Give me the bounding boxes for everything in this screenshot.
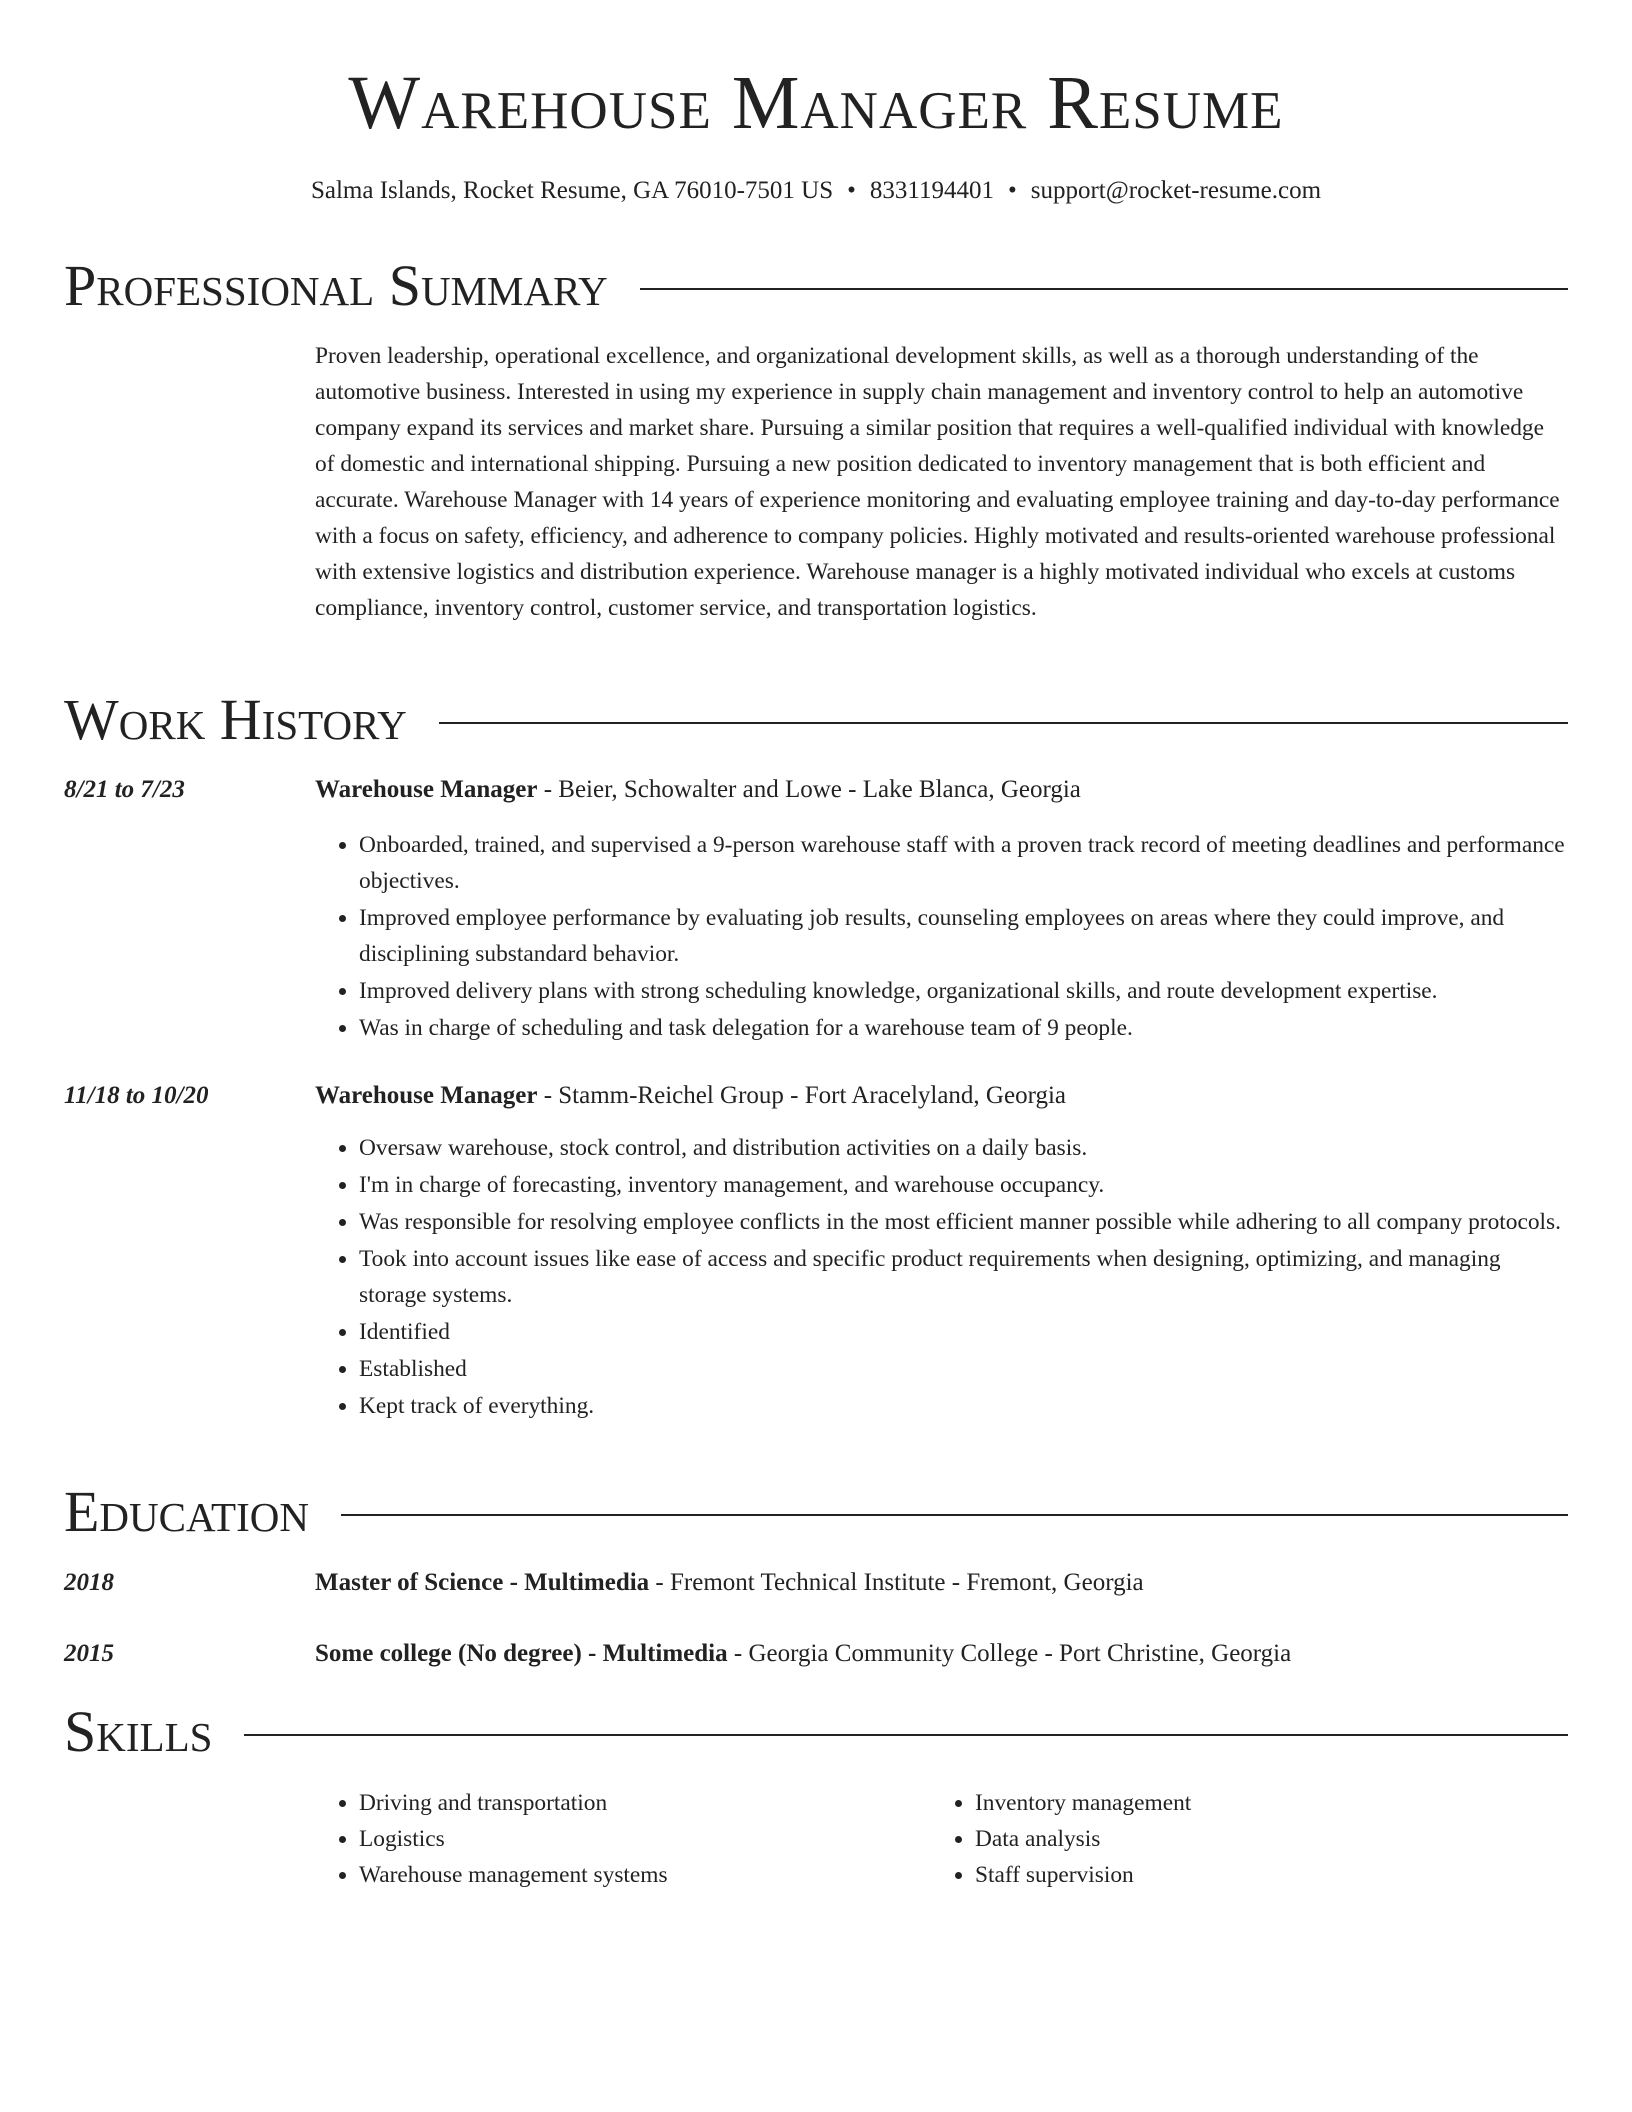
job-bullets — [315, 1130, 1568, 1425]
list-item: • Kept track of everything. — [359, 1388, 1568, 1424]
job-heading — [315, 1078, 1568, 1114]
job-details: - Beier, Schowalter and Lowe - Lake Blanca, Georgia — [537, 776, 1081, 803]
contact-separator: • — [1007, 177, 1017, 204]
contact-line — [0, 174, 1632, 208]
skill-item: • Inventory management — [975, 1785, 1535, 1821]
list-item: • Took into account issues like ease of access and specific product requirements when designing, optimizing, and managing storage systems. — [359, 1241, 1568, 1313]
skill-item: • Staff supervision — [975, 1857, 1535, 1893]
summary-paragraph: Proven leadership, operational excellence, and organizational development skills, as well as a thorough understanding of the automotive business. Interested in using my experience in supply chain management and inventory control to help an automotive company expand its services and market share. Pursuing a similar position that requires a well-qualified individual with knowledge of domestic and international shipping. Pursuing a new position dedicated to inventory management that is both efficient and accurate. Warehouse Manager with 14 years of experience monitoring and evaluating employee training and day-to-day performance with a focus on safety, efficiency, and adherence to company policies. Highly motivated and results-oriented warehouse professional with extensive logistics and distribution experience. Warehouse manager is a highly motivated individual who excels at customs compliance, inventory control, customer service, and transportation logistics. — [315, 343, 1560, 621]
contact-email: support@rocket-resume.com — [1030, 177, 1322, 204]
education-heading — [315, 1636, 1568, 1672]
resume-title: Warehouse Manager Resume — [348, 61, 1284, 145]
section-header-education — [64, 1480, 1568, 1544]
section-header-work — [64, 688, 1568, 752]
section-divider — [244, 1734, 1568, 1736]
job-heading — [315, 772, 1568, 808]
job-bullets — [315, 827, 1568, 1047]
section-title-summary: Professional Summary — [64, 253, 608, 318]
list-item: • Was responsible for resolving employee conflicts in the most efficient manner possible while adhering to all company protocols. — [359, 1204, 1568, 1240]
education-details: - Fremont Technical Institute - Fremont, Georgia — [649, 1569, 1144, 1596]
list-item: • Established — [359, 1351, 1568, 1387]
job-role: Warehouse Manager — [315, 1082, 538, 1109]
list-item: • Onboarded, trained, and supervised a 9-person warehouse staff with a proven track record of meeting deadlines and performance objectives. — [359, 827, 1568, 899]
job-role: Warehouse Manager — [315, 776, 538, 803]
skills-list-right — [931, 1785, 1535, 1893]
section-divider — [439, 722, 1568, 724]
list-item: • Improved employee performance by evaluating job results, counseling employees on areas where they could improve, and disciplining substandard behavior. — [359, 900, 1568, 972]
skill-item: • Warehouse management systems — [359, 1857, 919, 1893]
skill-item: • Logistics — [359, 1821, 919, 1857]
section-title-education: Education — [64, 1479, 309, 1544]
list-item: • I'm in charge of forecasting, inventory management, and warehouse occupancy. — [359, 1167, 1568, 1203]
list-item: • Oversaw warehouse, stock control, and distribution activities on a daily basis. — [359, 1130, 1568, 1166]
education-year: 2015 — [64, 1640, 114, 1667]
contact-phone: 8331194401 — [869, 177, 994, 204]
section-divider — [341, 1514, 1568, 1516]
skills-list-left — [315, 1785, 919, 1893]
job-dates: 11/18 to 10/20 — [64, 1082, 209, 1109]
education-year: 2018 — [64, 1569, 114, 1596]
skill-item: • Data analysis — [975, 1821, 1535, 1857]
list-item: • Identified — [359, 1314, 1568, 1350]
job-dates: 8/21 to 7/23 — [64, 776, 185, 803]
job-details: - Stamm-Reichel Group - Fort Aracelyland, Georgia — [537, 1082, 1067, 1109]
section-title-work: Work History — [64, 687, 407, 752]
contact-address: Salma Islands, Rocket Resume, GA 76010-7501 US — [310, 177, 834, 204]
section-header-skills — [64, 1700, 1568, 1764]
section-title-skills: Skills — [64, 1699, 213, 1764]
skill-item: • Driving and transportation — [359, 1785, 919, 1821]
list-item: • Improved delivery plans with strong scheduling knowledge, organizational skills, and route development expertise. — [359, 973, 1568, 1009]
education-degree: Master of Science - Multimedia — [315, 1569, 650, 1596]
list-item: • Was in charge of scheduling and task delegation for a warehouse team of 9 people. — [359, 1010, 1568, 1046]
education-degree: Some college (No degree) - Multimedia — [315, 1640, 728, 1667]
section-header-summary — [64, 254, 1568, 318]
contact-separator: • — [847, 177, 856, 204]
education-heading — [315, 1565, 1568, 1601]
section-divider — [640, 288, 1568, 290]
education-details: - Georgia Community College - Port Christine, Georgia — [727, 1640, 1292, 1667]
